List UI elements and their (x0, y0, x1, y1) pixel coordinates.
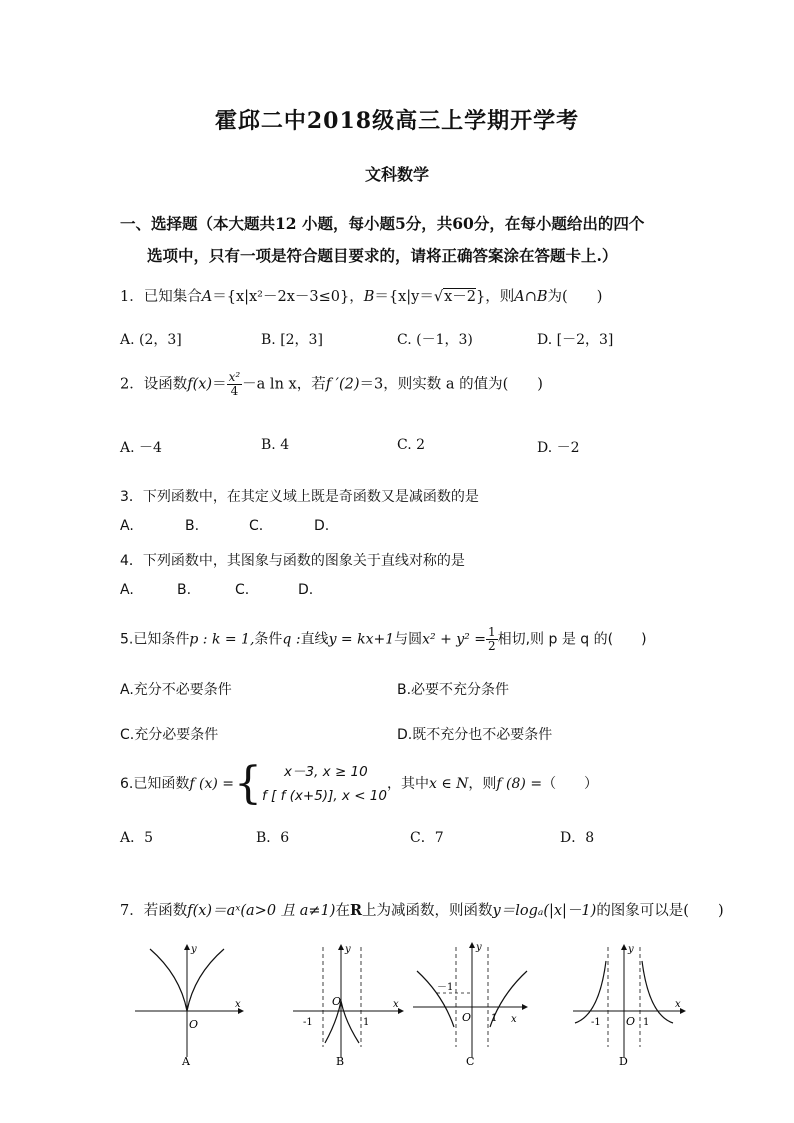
q5-q: q : (282, 631, 301, 648)
graph-b-origin: O (332, 995, 342, 1008)
page-title: 霍邱二中2018级高三上学期开学考 (214, 108, 580, 134)
q1-set-b-pre: ＝{x|y＝ (374, 289, 434, 305)
q5-p: p : k = 1, (189, 631, 255, 648)
q2-option-a: A. －4 (120, 440, 162, 456)
q2-fx: f(x) (187, 376, 213, 393)
q5-option-a: A.充分不必要条件 (120, 682, 232, 698)
q5-option-c: C.充分必要条件 (120, 727, 219, 743)
graph-b-y-label: y (345, 944, 351, 955)
q6-option-d: D．8 (560, 830, 595, 846)
graph-a (135, 944, 243, 1068)
q6-suffix: （ ） (542, 776, 599, 792)
q1-option-b: B. [2，3] (261, 332, 323, 348)
q1-prefix: 1．已知集合 (120, 289, 202, 305)
graph-c-y-label: y (476, 942, 482, 953)
graph-d-curve-left (575, 961, 606, 1023)
q5-option-d: D.既不充分也不必要条件 (397, 727, 553, 743)
q1-set-a: ＝{x|x²－2x－3≤0}， (212, 289, 364, 305)
q6-case-1: x－3, x ≥ 10 (284, 764, 368, 780)
q6-cond: x ∈ N (428, 776, 469, 792)
q6-option-b: B．6 (256, 830, 290, 846)
q3-option-c: C. (249, 518, 264, 534)
graph-b-one: 1 (363, 1017, 370, 1028)
q2-suffix: ＝3，则实数 a 的值为( ) (359, 376, 543, 393)
q2-mid: －a ln x，若 (242, 376, 326, 393)
graph-a-y-label: y (191, 944, 197, 955)
q6-mid: ，其中 (386, 776, 429, 792)
graph-a-origin: O (189, 1018, 199, 1031)
graph-c-origin: O (462, 1011, 472, 1024)
graph-d-x-label: x (675, 999, 681, 1010)
q7-suffix: 的图象可以是( ) (596, 903, 724, 919)
q1-set-a-name: A (201, 289, 213, 305)
q2-fprime: f ′(2) (325, 376, 360, 393)
q5-mid3: 与圆 (394, 631, 423, 648)
q1-option-d: D. [－2，3] (537, 332, 614, 348)
q5-circle: x² + y² = (422, 631, 486, 648)
q1-intersection: A∩B (514, 289, 548, 305)
q6-cases (262, 760, 387, 808)
graph-c-curve-left (417, 971, 454, 1027)
graph-c-x-label: x (511, 1014, 517, 1025)
q6-prefix: 6.已知函数 (120, 776, 190, 792)
q6-mid2: ，则 (468, 776, 497, 792)
q5-prefix: 5.已知条件 (120, 631, 190, 648)
graph-c-neg1: －1 (437, 982, 454, 993)
q5-frac-num: 1 (487, 625, 496, 639)
q5-option-b: B.必要不充分条件 (397, 682, 510, 698)
brace-symbol: { (234, 758, 262, 809)
graph-c-label: C (466, 1055, 475, 1068)
q2-option-b: B. 4 (261, 437, 290, 453)
page-subtitle: 文科数学 (364, 165, 429, 184)
q2-eq: ＝ (212, 376, 227, 393)
sqrt-symbol: √ (433, 289, 444, 305)
q5-mid2: 直线 (300, 631, 329, 648)
q3-option-a: A. (120, 518, 134, 534)
section-heading-line2: 选项中，只有一项是符合题目要求的，请将正确答案涂在答题卡上.） (147, 246, 618, 265)
graph-b-curve (325, 1001, 359, 1043)
q4-option-a: A. (120, 582, 134, 598)
q6-option-a: A．5 (120, 830, 154, 846)
question-4: 4．下列函数中，其图象与函数的图象关于直线对称的是 (120, 553, 465, 569)
graph-c (413, 942, 527, 1068)
graph-c-one: 1 (491, 1013, 498, 1024)
graph-d-neg1: -1 (591, 1017, 601, 1028)
q2-option-d: D. －2 (537, 440, 580, 456)
q2-fraction (227, 371, 243, 398)
graph-b-label: B (336, 1055, 345, 1068)
q4-option-b: B. (177, 582, 192, 598)
graph-b (293, 944, 403, 1068)
q1-radicand: x－2 (444, 289, 477, 305)
q2-frac-num: x² (228, 370, 241, 384)
q6-f8: f (8) = (496, 776, 543, 792)
q6-option-c: C．7 (410, 830, 444, 846)
q7-log: y＝logₐ(|x|－1) (492, 903, 597, 919)
q2-option-c: C. 2 (397, 437, 426, 453)
question-5 (120, 626, 647, 653)
question-7 (120, 899, 724, 920)
q7-reals: R (349, 902, 363, 919)
q7-graphs (125, 935, 695, 1075)
graph-d-curve-right (642, 961, 673, 1023)
q5-fraction (486, 626, 498, 653)
q7-mid2: 上为减函数，则函数 (362, 903, 493, 919)
question-1 (120, 285, 602, 306)
q1-set-b-post: }，则 (476, 289, 515, 305)
q4-option-c: C. (235, 582, 250, 598)
q5-mid1: 条件 (254, 631, 283, 648)
graph-d-one: 1 (643, 1017, 650, 1028)
q3-option-b: B. (185, 518, 200, 534)
q6-case-2: f [ f (x+5)], x < 10 (262, 788, 387, 804)
q2-prefix: 2．设函数 (120, 376, 188, 393)
graph-a-x-label: x (235, 999, 241, 1010)
q2-frac-den: 4 (230, 384, 239, 398)
graph-b-x-label: x (393, 999, 399, 1010)
q1-option-c: C. (－1，3) (397, 332, 473, 348)
graph-d (573, 944, 685, 1068)
q6-fx: f (x) = (189, 776, 234, 792)
graph-d-label: D (619, 1055, 628, 1068)
section-heading-line1: 一、选择题（本大题共12 小题，每小题5分，共60分，在每小题给出的四个 (120, 214, 645, 233)
q3-option-d: D. (314, 518, 330, 534)
q7-mid: 在 (335, 903, 350, 919)
graph-d-origin: O (626, 1015, 636, 1028)
question-2 (120, 371, 543, 398)
q1-suffix: 为( ) (547, 289, 603, 305)
q1-option-a: A. (2，3] (120, 332, 182, 348)
q5-suffix: 相切,则 p 是 q 的( ) (497, 631, 647, 648)
question-3: 3．下列函数中，在其定义域上既是奇函数又是减函数的是 (120, 489, 479, 505)
question-6 (120, 760, 598, 808)
q7-prefix: 7．若函数 (120, 903, 188, 919)
q1-set-b-name: B (363, 289, 375, 305)
q7-func: f(x)＝aˣ(a>0 且 a≠1) (187, 903, 336, 919)
graph-d-y-label: y (628, 944, 634, 955)
q4-option-d: D. (298, 582, 314, 598)
q5-frac-den: 2 (487, 639, 496, 653)
graph-a-label: A (182, 1055, 190, 1068)
q5-line: y = kx+1 (328, 631, 395, 648)
graph-b-neg1: -1 (303, 1017, 313, 1028)
